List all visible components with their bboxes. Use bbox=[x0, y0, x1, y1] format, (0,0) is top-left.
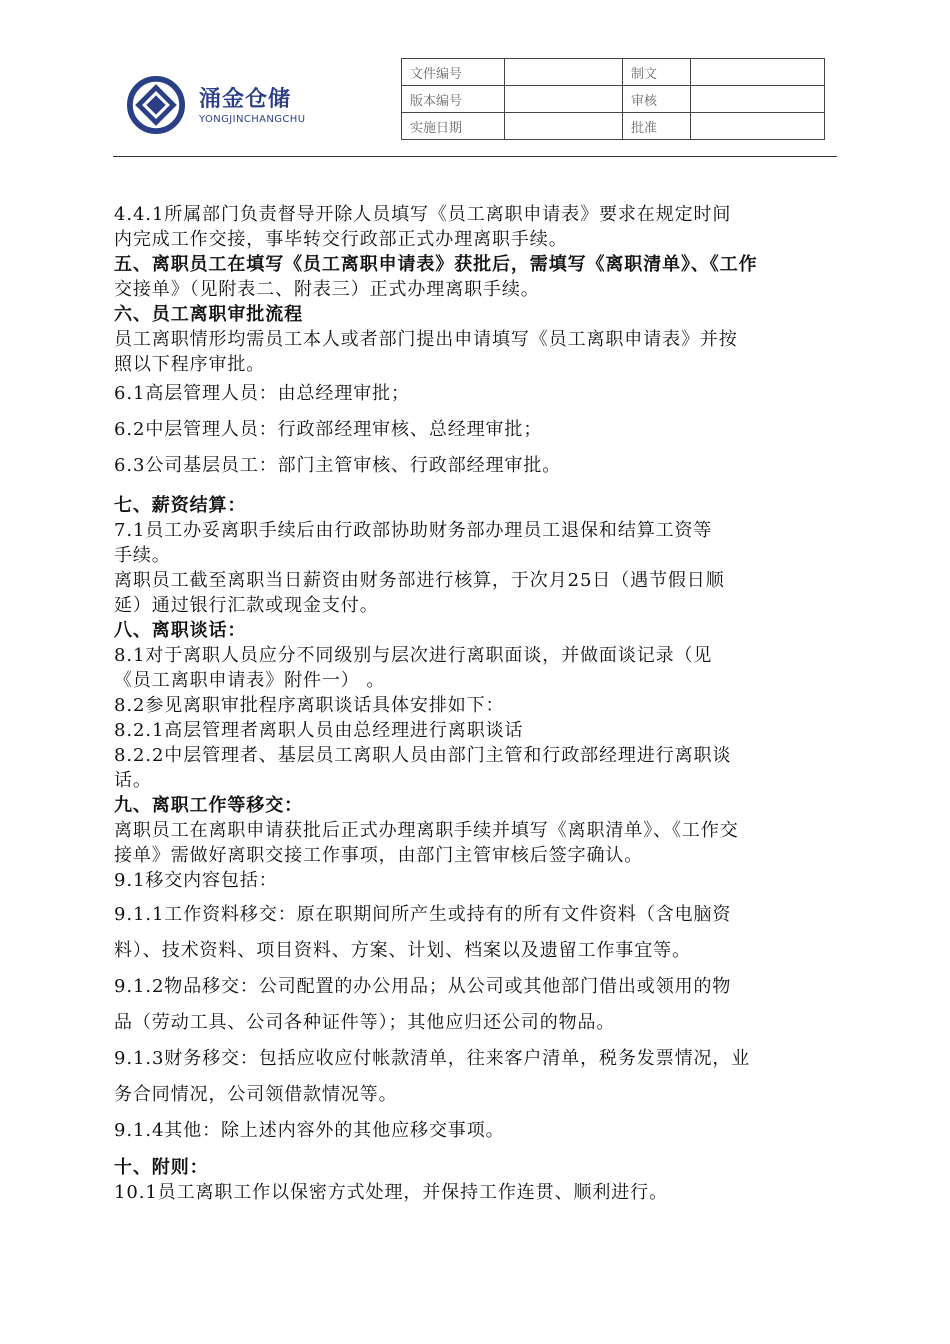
body-line: 8.2.1高层管理者离职人员由总经理进行离职谈话 bbox=[114, 720, 524, 741]
body-line: 《员工离职申请表》附件一） 。 bbox=[114, 670, 386, 691]
header-divider bbox=[113, 156, 837, 157]
table-cell bbox=[691, 113, 825, 140]
body-line: 8.1对于离职人员应分不同级别与层次进行离职面谈，并做面谈记录（见 bbox=[114, 645, 713, 666]
body-line: 内完成工作交接，事毕转交行政部正式办理离职手续。 bbox=[114, 229, 568, 250]
table-cell bbox=[691, 86, 825, 113]
body-line: 9.1.1工作资料移交：原在职期间所产生或持有的所有文件资料（含电脑资 bbox=[114, 904, 732, 925]
section-heading: 九、离职工作等移交： bbox=[114, 795, 303, 816]
body-line: 8.2参见离职审批程序离职谈话具体安排如下： bbox=[114, 695, 505, 716]
body-line: 话。 bbox=[114, 770, 152, 791]
table-cell bbox=[505, 59, 623, 86]
body-line: 照以下程序审批。 bbox=[114, 354, 266, 375]
body-line: 9.1.4其他：除上述内容外的其他应移交事项。 bbox=[114, 1120, 505, 1141]
body-line: 延）通过银行汇款或现金支付。 bbox=[114, 595, 379, 616]
table-cell: 审核 bbox=[623, 86, 691, 113]
section-heading: 八、离职谈话： bbox=[114, 620, 247, 641]
body-line: 4.4.1所属部门负责督导开除人员填写《员工离职申请表》要求在规定时间 bbox=[114, 204, 732, 225]
section-heading: 七、薪资结算： bbox=[114, 495, 247, 516]
table-cell bbox=[691, 59, 825, 86]
body-line: 8.2.2中层管理者、基层员工离职人员由部门主管和行政部经理进行离职谈 bbox=[114, 745, 732, 766]
table-row bbox=[402, 113, 825, 140]
company-pinyin: YONGJINCHANGCHU bbox=[199, 114, 306, 125]
company-name: 涌金仓储 bbox=[199, 87, 292, 112]
table-row bbox=[402, 86, 825, 113]
company-logo bbox=[127, 76, 327, 146]
table-cell: 批准 bbox=[623, 113, 691, 140]
body-line: 务合同情况，公司领借款情况等。 bbox=[114, 1084, 398, 1105]
table-cell: 实施日期 bbox=[402, 113, 505, 140]
body-line: 品（劳动工具、公司各种证件等）；其他应归还公司的物品。 bbox=[114, 1012, 616, 1033]
body-line: 交接单》（见附表二、附表三）正式办理离职手续。 bbox=[114, 279, 540, 300]
table-row bbox=[402, 59, 825, 86]
body-line: 6.3公司基层员工：部门主管审核、行政部经理审批。 bbox=[114, 455, 562, 476]
body-line: 6.2中层管理人员：行政部经理审核、总经理审批； bbox=[114, 419, 543, 440]
body-line: 7.1员工办妥离职手续后由行政部协助财务部办理员工退保和结算工资等 bbox=[114, 520, 713, 541]
section-heading: 五、离职员工在填写《员工离职申请表》获批后，需填写《离职清单》、《工作 bbox=[114, 254, 758, 275]
body-line: 员工离职情形均需员工本人或者部门提出申请填写《员工离职申请表》并按 bbox=[114, 329, 738, 350]
table-cell bbox=[505, 86, 623, 113]
body-line: 手续。 bbox=[114, 545, 171, 566]
logo-emblem-icon bbox=[127, 76, 185, 134]
document-body bbox=[114, 202, 840, 1205]
body-line: 接单》需做好离职交接工作事项，由部门主管审核后签字确认。 bbox=[114, 845, 644, 866]
section-heading: 十、附则： bbox=[114, 1157, 209, 1178]
body-line: 10.1员工离职工作以保密方式处理，并保持工作连贯、顺利进行。 bbox=[114, 1182, 668, 1203]
section-heading: 六、员工离职审批流程 bbox=[114, 304, 303, 325]
body-line: 料）、技术资料、项目资料、方案、计划、档案以及遗留工作事宜等。 bbox=[114, 940, 691, 961]
table-cell: 版本编号 bbox=[402, 86, 505, 113]
table-cell: 制文 bbox=[623, 59, 691, 86]
body-line: 9.1.3财务移交：包括应收应付帐款清单，往来客户清单，税务发票情况，业 bbox=[114, 1048, 751, 1069]
body-line: 9.1移交内容包括： bbox=[114, 870, 278, 891]
table-cell bbox=[505, 113, 623, 140]
body-line: 6.1高层管理人员：由总经理审批； bbox=[114, 383, 410, 404]
body-line: 离职员工截至离职当日薪资由财务部进行核算，于次月25日（遇节假日顺 bbox=[114, 570, 725, 591]
body-line: 离职员工在离职申请获批后正式办理离职手续并填写《离职清单》、《工作交 bbox=[114, 820, 739, 841]
table-cell: 文件编号 bbox=[402, 59, 505, 86]
document-info-table bbox=[401, 58, 825, 140]
body-line: 9.1.2物品移交：公司配置的办公用品；从公司或其他部门借出或领用的物 bbox=[114, 976, 732, 997]
